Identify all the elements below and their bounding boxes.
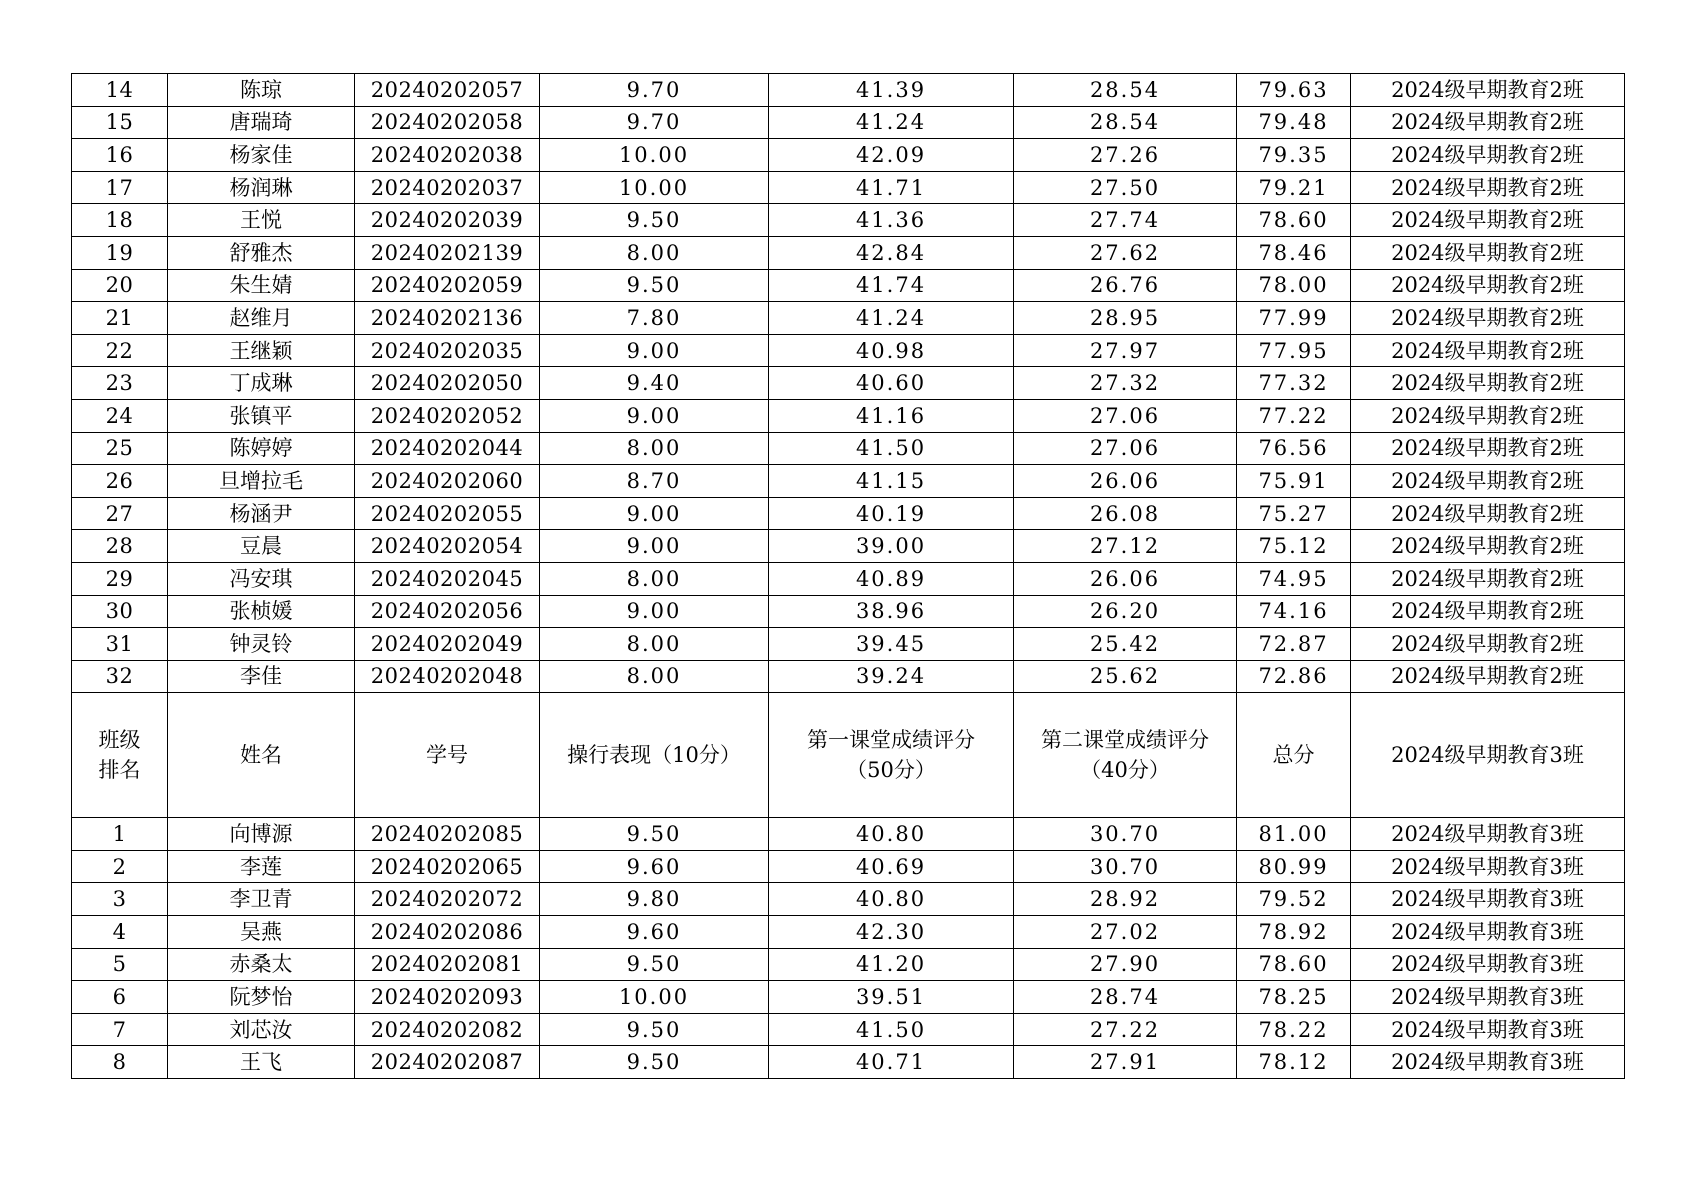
cell-student-id: 20240202081 (355, 948, 540, 981)
cell-class: 2024级早期教育2班 (1351, 204, 1625, 237)
cell-rank: 31 (72, 628, 168, 661)
table-row (72, 818, 1625, 851)
cell-total: 79.48 (1237, 106, 1351, 139)
cell-second-class: 27.12 (1014, 530, 1237, 563)
cell-first-class: 40.80 (769, 883, 1014, 916)
cell-rank: 30 (72, 595, 168, 628)
header-rank-line2: 排名 (98, 758, 141, 783)
cell-conduct: 8.70 (540, 465, 769, 498)
class-3-header (72, 693, 1625, 818)
header-first (769, 693, 1014, 818)
table-row (72, 74, 1625, 107)
cell-first-class: 42.84 (769, 236, 1014, 269)
cell-first-class: 41.16 (769, 399, 1014, 432)
cell-total: 75.27 (1237, 497, 1351, 530)
cell-conduct: 9.50 (540, 818, 769, 851)
cell-name: 冯安琪 (168, 562, 355, 595)
cell-conduct: 8.00 (540, 628, 769, 661)
cell-first-class: 41.24 (769, 106, 1014, 139)
cell-name: 钟灵铃 (168, 628, 355, 661)
table-row (72, 269, 1625, 302)
cell-student-id: 20240202049 (355, 628, 540, 661)
cell-first-class: 41.39 (769, 74, 1014, 107)
cell-total: 78.60 (1237, 948, 1351, 981)
cell-first-class: 39.00 (769, 530, 1014, 563)
cell-name: 陈琼 (168, 74, 355, 107)
cell-class: 2024级早期教育2班 (1351, 432, 1625, 465)
cell-first-class: 41.74 (769, 269, 1014, 302)
cell-second-class: 25.42 (1014, 628, 1237, 661)
cell-name: 吴燕 (168, 916, 355, 949)
cell-conduct: 7.80 (540, 302, 769, 335)
cell-student-id: 20240202085 (355, 818, 540, 851)
cell-second-class: 28.54 (1014, 106, 1237, 139)
cell-class: 2024级早期教育3班 (1351, 1013, 1625, 1046)
cell-second-class: 27.26 (1014, 139, 1237, 172)
cell-student-id: 20240202044 (355, 432, 540, 465)
cell-student-id: 20240202087 (355, 1046, 540, 1079)
cell-first-class: 40.60 (769, 367, 1014, 400)
cell-rank: 4 (72, 916, 168, 949)
cell-rank: 8 (72, 1046, 168, 1079)
cell-total: 78.92 (1237, 916, 1351, 949)
table-row (72, 850, 1625, 883)
cell-total: 79.63 (1237, 74, 1351, 107)
table-row (72, 106, 1625, 139)
cell-total: 77.95 (1237, 334, 1351, 367)
cell-conduct: 9.00 (540, 497, 769, 530)
table-row (72, 883, 1625, 916)
cell-rank: 18 (72, 204, 168, 237)
cell-rank: 19 (72, 236, 168, 269)
cell-student-id: 20240202038 (355, 139, 540, 172)
cell-name: 丁成琳 (168, 367, 355, 400)
cell-rank: 26 (72, 465, 168, 498)
cell-name: 朱生婧 (168, 269, 355, 302)
cell-student-id: 20240202139 (355, 236, 540, 269)
table-row (72, 236, 1625, 269)
cell-total: 77.32 (1237, 367, 1351, 400)
cell-name: 旦增拉毛 (168, 465, 355, 498)
cell-conduct: 8.00 (540, 236, 769, 269)
cell-first-class: 38.96 (769, 595, 1014, 628)
cell-second-class: 28.92 (1014, 883, 1237, 916)
cell-second-class: 30.70 (1014, 818, 1237, 851)
cell-first-class: 41.20 (769, 948, 1014, 981)
cell-class: 2024级早期教育2班 (1351, 465, 1625, 498)
cell-second-class: 27.22 (1014, 1013, 1237, 1046)
cell-first-class: 39.24 (769, 660, 1014, 693)
grades-table (71, 73, 1625, 1079)
cell-student-id: 20240202072 (355, 883, 540, 916)
cell-second-class: 28.54 (1014, 74, 1237, 107)
cell-first-class: 40.71 (769, 1046, 1014, 1079)
table-row (72, 660, 1625, 693)
cell-total: 75.12 (1237, 530, 1351, 563)
table-row (72, 948, 1625, 981)
cell-rank: 3 (72, 883, 168, 916)
cell-conduct: 9.50 (540, 204, 769, 237)
cell-total: 78.22 (1237, 1013, 1351, 1046)
cell-conduct: 8.00 (540, 432, 769, 465)
cell-student-id: 20240202058 (355, 106, 540, 139)
cell-student-id: 20240202048 (355, 660, 540, 693)
table-row (72, 139, 1625, 172)
cell-name: 阮梦怡 (168, 981, 355, 1014)
cell-class: 2024级早期教育2班 (1351, 236, 1625, 269)
cell-second-class: 27.32 (1014, 367, 1237, 400)
cell-second-class: 27.50 (1014, 171, 1237, 204)
table-row (72, 334, 1625, 367)
cell-class: 2024级早期教育3班 (1351, 1046, 1625, 1079)
header-first-line2: （50分） (846, 758, 936, 783)
cell-class: 2024级早期教育2班 (1351, 367, 1625, 400)
grade-sheet (71, 73, 1624, 1079)
header-row (72, 693, 1625, 818)
table-row (72, 432, 1625, 465)
cell-class: 2024级早期教育2班 (1351, 302, 1625, 335)
cell-total: 79.52 (1237, 883, 1351, 916)
cell-second-class: 26.20 (1014, 595, 1237, 628)
cell-student-id: 20240202054 (355, 530, 540, 563)
cell-class: 2024级早期教育3班 (1351, 916, 1625, 949)
cell-second-class: 27.97 (1014, 334, 1237, 367)
cell-student-id: 20240202057 (355, 74, 540, 107)
table-row (72, 399, 1625, 432)
cell-conduct: 9.50 (540, 269, 769, 302)
cell-student-id: 20240202136 (355, 302, 540, 335)
cell-student-id: 20240202065 (355, 850, 540, 883)
cell-class: 2024级早期教育2班 (1351, 497, 1625, 530)
cell-conduct: 9.70 (540, 74, 769, 107)
cell-class: 2024级早期教育2班 (1351, 660, 1625, 693)
cell-second-class: 27.91 (1014, 1046, 1237, 1079)
cell-second-class: 30.70 (1014, 850, 1237, 883)
cell-class: 2024级早期教育2班 (1351, 399, 1625, 432)
cell-class: 2024级早期教育3班 (1351, 883, 1625, 916)
cell-name: 杨润琳 (168, 171, 355, 204)
cell-rank: 6 (72, 981, 168, 1014)
cell-student-id: 20240202052 (355, 399, 540, 432)
cell-total: 78.00 (1237, 269, 1351, 302)
cell-conduct: 9.50 (540, 948, 769, 981)
cell-class: 2024级早期教育3班 (1351, 948, 1625, 981)
cell-total: 80.99 (1237, 850, 1351, 883)
header-rank-line1: 班级 (98, 728, 141, 753)
cell-rank: 24 (72, 399, 168, 432)
header-second (1014, 693, 1237, 818)
cell-class: 2024级早期教育2班 (1351, 595, 1625, 628)
cell-conduct: 9.50 (540, 1013, 769, 1046)
cell-class: 2024级早期教育3班 (1351, 850, 1625, 883)
cell-conduct: 10.00 (540, 139, 769, 172)
cell-name: 赵维月 (168, 302, 355, 335)
header-class: 2024级早期教育3班 (1351, 693, 1625, 818)
cell-student-id: 20240202056 (355, 595, 540, 628)
cell-conduct: 9.00 (540, 595, 769, 628)
cell-conduct: 9.70 (540, 106, 769, 139)
cell-total: 76.56 (1237, 432, 1351, 465)
cell-second-class: 27.02 (1014, 916, 1237, 949)
cell-second-class: 27.62 (1014, 236, 1237, 269)
cell-total: 78.60 (1237, 204, 1351, 237)
cell-first-class: 39.45 (769, 628, 1014, 661)
cell-name: 舒雅杰 (168, 236, 355, 269)
cell-first-class: 40.80 (769, 818, 1014, 851)
table-row (72, 562, 1625, 595)
cell-first-class: 41.36 (769, 204, 1014, 237)
cell-rank: 22 (72, 334, 168, 367)
cell-first-class: 40.89 (769, 562, 1014, 595)
cell-student-id: 20240202093 (355, 981, 540, 1014)
cell-second-class: 28.95 (1014, 302, 1237, 335)
cell-first-class: 42.09 (769, 139, 1014, 172)
cell-class: 2024级早期教育2班 (1351, 334, 1625, 367)
cell-class: 2024级早期教育2班 (1351, 106, 1625, 139)
cell-class: 2024级早期教育2班 (1351, 269, 1625, 302)
cell-class: 2024级早期教育3班 (1351, 981, 1625, 1014)
cell-name: 王继颖 (168, 334, 355, 367)
class-3-rows (72, 818, 1625, 1079)
cell-conduct: 8.00 (540, 562, 769, 595)
cell-name: 杨涵尹 (168, 497, 355, 530)
cell-conduct: 9.00 (540, 399, 769, 432)
cell-rank: 29 (72, 562, 168, 595)
cell-class: 2024级早期教育3班 (1351, 818, 1625, 851)
cell-total: 78.12 (1237, 1046, 1351, 1079)
cell-second-class: 27.06 (1014, 399, 1237, 432)
table-row (72, 171, 1625, 204)
cell-total: 74.95 (1237, 562, 1351, 595)
table-row (72, 465, 1625, 498)
cell-rank: 25 (72, 432, 168, 465)
cell-rank: 7 (72, 1013, 168, 1046)
table-row (72, 367, 1625, 400)
table-row (72, 1046, 1625, 1079)
cell-total: 81.00 (1237, 818, 1351, 851)
cell-name: 张桢媛 (168, 595, 355, 628)
cell-student-id: 20240202086 (355, 916, 540, 949)
cell-rank: 28 (72, 530, 168, 563)
cell-conduct: 9.60 (540, 916, 769, 949)
header-name: 姓名 (168, 693, 355, 818)
cell-first-class: 41.15 (769, 465, 1014, 498)
cell-first-class: 39.51 (769, 981, 1014, 1014)
table-row (72, 981, 1625, 1014)
cell-name: 陈婷婷 (168, 432, 355, 465)
cell-name: 李莲 (168, 850, 355, 883)
cell-student-id: 20240202055 (355, 497, 540, 530)
table-row (72, 530, 1625, 563)
cell-rank: 32 (72, 660, 168, 693)
cell-rank: 20 (72, 269, 168, 302)
cell-total: 77.22 (1237, 399, 1351, 432)
cell-rank: 17 (72, 171, 168, 204)
cell-first-class: 41.50 (769, 1013, 1014, 1046)
cell-first-class: 41.24 (769, 302, 1014, 335)
cell-first-class: 42.30 (769, 916, 1014, 949)
cell-rank: 14 (72, 74, 168, 107)
cell-class: 2024级早期教育2班 (1351, 628, 1625, 661)
cell-student-id: 20240202035 (355, 334, 540, 367)
cell-rank: 27 (72, 497, 168, 530)
cell-student-id: 20240202037 (355, 171, 540, 204)
class-2-rows (72, 74, 1625, 693)
cell-rank: 15 (72, 106, 168, 139)
cell-name: 豆晨 (168, 530, 355, 563)
cell-conduct: 9.00 (540, 334, 769, 367)
cell-rank: 16 (72, 139, 168, 172)
cell-name: 赤桑太 (168, 948, 355, 981)
header-rank (72, 693, 168, 818)
cell-student-id: 20240202059 (355, 269, 540, 302)
cell-total: 78.46 (1237, 236, 1351, 269)
header-second-line1: 第二课堂成绩评分 (1041, 728, 1209, 753)
cell-conduct: 8.00 (540, 660, 769, 693)
cell-first-class: 40.69 (769, 850, 1014, 883)
cell-second-class: 28.74 (1014, 981, 1237, 1014)
cell-rank: 21 (72, 302, 168, 335)
cell-rank: 5 (72, 948, 168, 981)
cell-conduct: 9.50 (540, 1046, 769, 1079)
table-row (72, 595, 1625, 628)
cell-conduct: 9.00 (540, 530, 769, 563)
cell-class: 2024级早期教育2班 (1351, 74, 1625, 107)
table-row (72, 1013, 1625, 1046)
cell-class: 2024级早期教育2班 (1351, 139, 1625, 172)
cell-total: 75.91 (1237, 465, 1351, 498)
cell-total: 79.35 (1237, 139, 1351, 172)
cell-first-class: 41.50 (769, 432, 1014, 465)
cell-conduct: 9.80 (540, 883, 769, 916)
header-total: 总分 (1237, 693, 1351, 818)
cell-second-class: 26.06 (1014, 465, 1237, 498)
cell-class: 2024级早期教育2班 (1351, 562, 1625, 595)
cell-second-class: 25.62 (1014, 660, 1237, 693)
cell-student-id: 20240202050 (355, 367, 540, 400)
cell-student-id: 20240202045 (355, 562, 540, 595)
cell-student-id: 20240202039 (355, 204, 540, 237)
cell-total: 72.86 (1237, 660, 1351, 693)
cell-conduct: 10.00 (540, 171, 769, 204)
cell-total: 77.99 (1237, 302, 1351, 335)
cell-first-class: 41.71 (769, 171, 1014, 204)
cell-total: 72.87 (1237, 628, 1351, 661)
cell-second-class: 27.90 (1014, 948, 1237, 981)
header-conduct: 操行表现（10分） (540, 693, 769, 818)
cell-name: 杨家佳 (168, 139, 355, 172)
cell-student-id: 20240202082 (355, 1013, 540, 1046)
table-row (72, 302, 1625, 335)
header-first-line1: 第一课堂成绩评分 (807, 728, 975, 753)
cell-second-class: 27.74 (1014, 204, 1237, 237)
table-row (72, 204, 1625, 237)
table-row (72, 916, 1625, 949)
cell-rank: 23 (72, 367, 168, 400)
cell-second-class: 26.06 (1014, 562, 1237, 595)
cell-class: 2024级早期教育2班 (1351, 530, 1625, 563)
cell-name: 王飞 (168, 1046, 355, 1079)
cell-student-id: 20240202060 (355, 465, 540, 498)
cell-total: 78.25 (1237, 981, 1351, 1014)
cell-second-class: 27.06 (1014, 432, 1237, 465)
cell-name: 向博源 (168, 818, 355, 851)
cell-name: 张镇平 (168, 399, 355, 432)
cell-rank: 1 (72, 818, 168, 851)
cell-first-class: 40.19 (769, 497, 1014, 530)
cell-name: 李佳 (168, 660, 355, 693)
cell-total: 79.21 (1237, 171, 1351, 204)
cell-second-class: 26.76 (1014, 269, 1237, 302)
cell-conduct: 10.00 (540, 981, 769, 1014)
cell-total: 74.16 (1237, 595, 1351, 628)
cell-class: 2024级早期教育2班 (1351, 171, 1625, 204)
cell-name: 唐瑞琦 (168, 106, 355, 139)
header-second-line2: （40分） (1080, 758, 1170, 783)
cell-name: 王悦 (168, 204, 355, 237)
cell-conduct: 9.60 (540, 850, 769, 883)
header-id: 学号 (355, 693, 540, 818)
cell-second-class: 26.08 (1014, 497, 1237, 530)
cell-name: 刘芯汝 (168, 1013, 355, 1046)
cell-name: 李卫青 (168, 883, 355, 916)
table-row (72, 497, 1625, 530)
table-row (72, 628, 1625, 661)
cell-first-class: 40.98 (769, 334, 1014, 367)
cell-conduct: 9.40 (540, 367, 769, 400)
cell-rank: 2 (72, 850, 168, 883)
